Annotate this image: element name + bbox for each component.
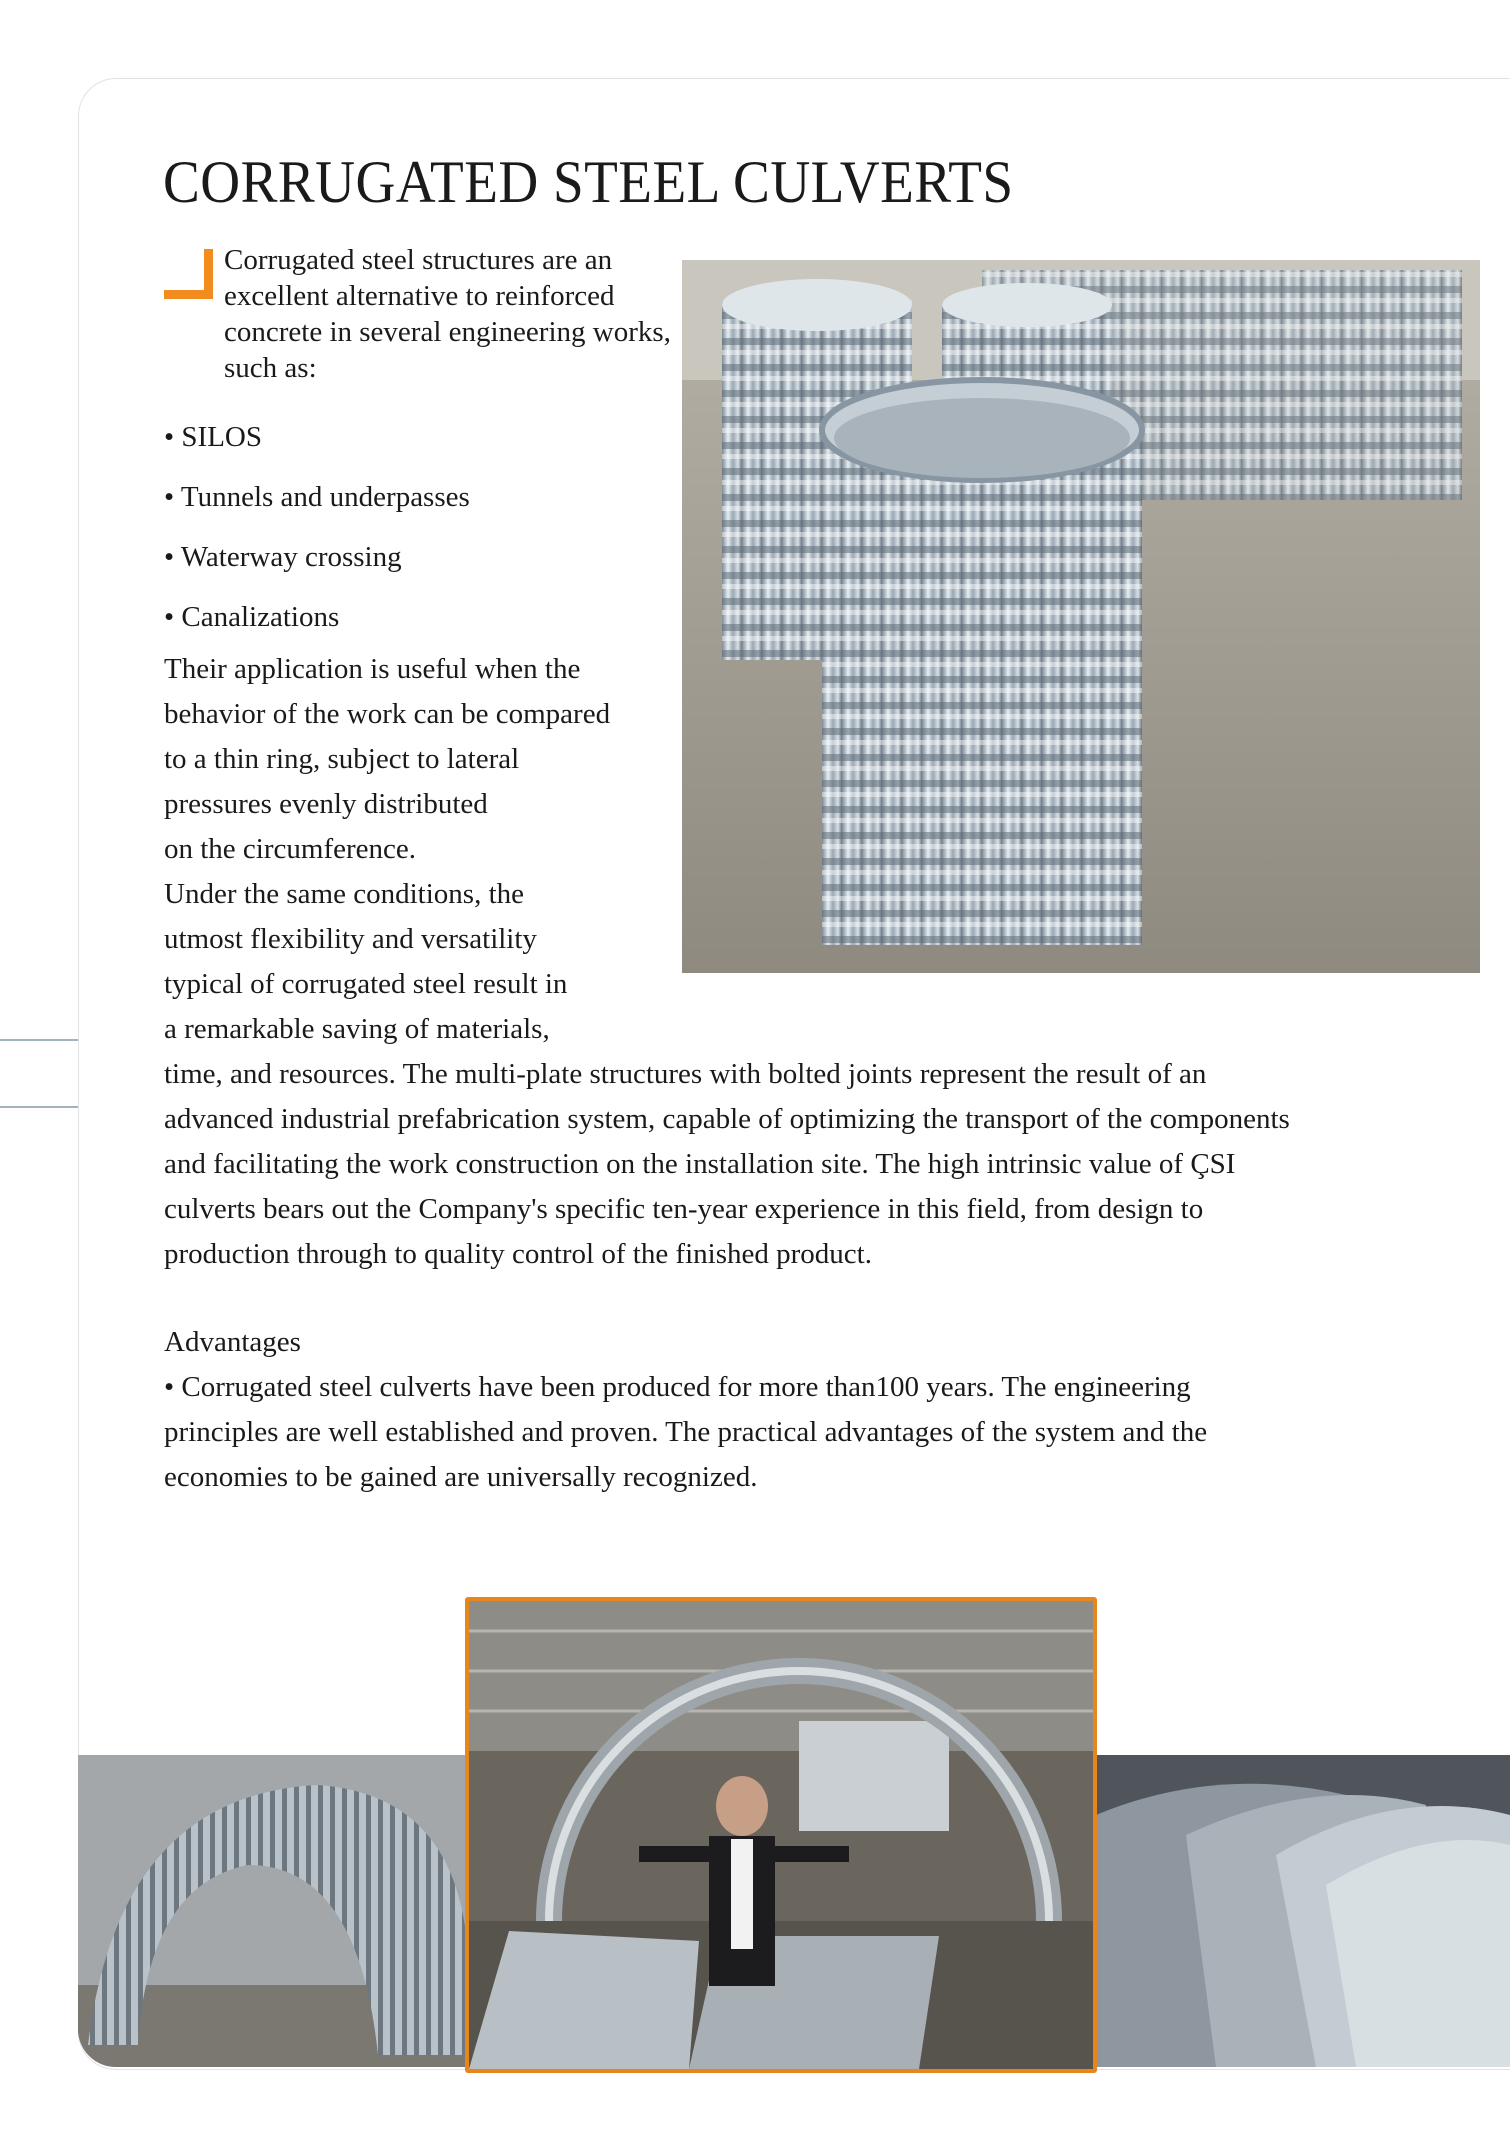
- orange-corner-bracket-icon: [164, 249, 213, 299]
- page-title: CORRUGATED STEEL CULVERTS: [163, 149, 1014, 215]
- side-line-bottom: [0, 1106, 78, 1108]
- list-item: • Tunnels and underpasses: [164, 481, 470, 513]
- advantages-paragraph: • Corrugated steel culverts have been produced for more than100 years. The engineering principles are well established and proven. The practical advantages of the system and the economies to be gained are universally recognized.: [164, 1371, 1208, 1493]
- body-paragraph: Their application is useful when the behavior of the work can be compared to a thin ring, subject to lateral pressures evenly distributed on the circumference. Under the same conditions, the utmost flexibility and versatility typical of corrugated steel result in a remarkable saving of materials, time, and resources. The multi-plate structures with bolted joints represent the result of an advanced industrial prefabrication system, capable of optimizing the transport of the components and facilitating the work construction on the installation site. The high intrinsic value of ÇSI culverts bears out the Company's specific ten-year experience in this field, from design to production through to quality control of the finished product.: [164, 653, 1290, 1270]
- application-list: [164, 420, 470, 660]
- intro-paragraph: Corrugated steel structures are an excellent alternative to reinforced concrete in several engineering works, such as:: [224, 244, 671, 384]
- advantages-heading: Advantages: [164, 1326, 301, 1358]
- curved-plates-photo: [1096, 1755, 1510, 2067]
- list-item: • Waterway crossing: [164, 541, 402, 573]
- side-line-top: [0, 1039, 78, 1041]
- arch-culvert-photo: [78, 1755, 468, 2067]
- factory-culvert-ring-photo: [465, 1597, 1097, 2073]
- list-item: • SILOS: [164, 421, 262, 453]
- list-item: • Canalizations: [164, 601, 340, 633]
